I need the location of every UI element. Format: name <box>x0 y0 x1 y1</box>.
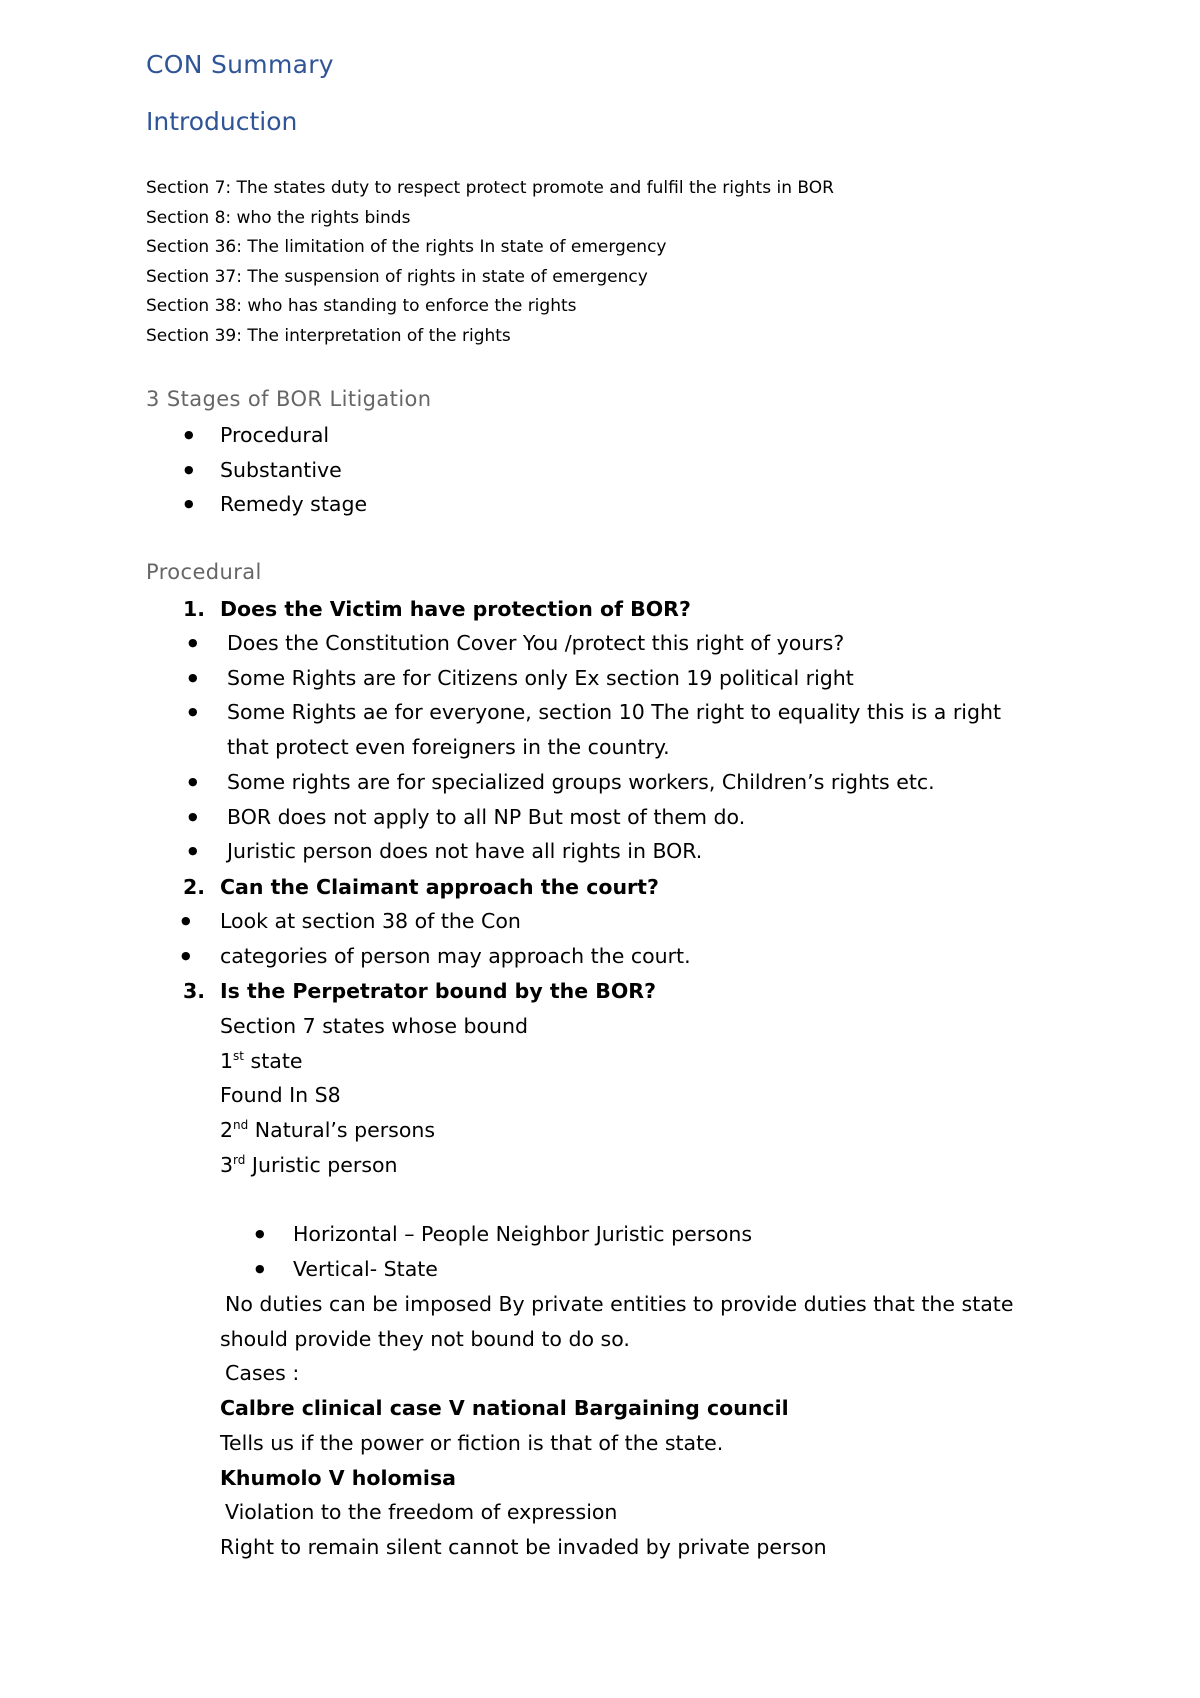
list-item: ● BOR does not apply to all NP But most of them do. <box>227 800 1001 835</box>
section-list <box>146 174 834 352</box>
section-text: who the rights binds <box>236 207 411 228</box>
case-title: Khumolo V holomisa <box>220 1465 456 1490</box>
list-item: ● Some Rights are for Citizens only Ex section 19 political right <box>227 661 1001 696</box>
introduction-heading: Introduction <box>146 107 298 136</box>
cases-label: Cases : <box>225 1361 300 1386</box>
text-line: Section 7 states whose bound <box>220 1014 529 1038</box>
text-line: Right to remain silent cannot be invaded by private person <box>220 1534 827 1559</box>
section-item <box>146 233 834 263</box>
section-text: The states duty to respect protect promote and fulfil the rights in BOR <box>236 178 834 198</box>
document-title: CON Summary <box>146 50 334 79</box>
list-item: ● categories of person may approach the court. <box>220 939 691 974</box>
section-item <box>146 292 834 322</box>
section-label: Section 36: <box>146 237 242 258</box>
list-item: ● Juristic person does not have all rights in BOR. <box>227 834 1001 869</box>
question-3 <box>183 974 656 1009</box>
section-text: The suspension of rights in state of emergency <box>247 266 648 287</box>
text-line: No duties can be imposed By private entities to provide duties that the state <box>225 1292 1014 1316</box>
section-item <box>146 263 834 293</box>
text-line: 3rd Juristic person <box>220 1152 398 1177</box>
list-item: ● Horizontal – People Neighbor Juristic persons <box>293 1217 752 1252</box>
stages-heading: 3 Stages of BOR Litigation <box>146 387 432 411</box>
question-2-points <box>220 904 691 973</box>
section-label: Section 38: <box>146 296 242 317</box>
procedural-heading: Procedural <box>146 560 262 584</box>
question-text: Does the Victim have protection of BOR? <box>220 597 691 621</box>
list-item: ● Look at section 38 of the Con <box>220 904 691 939</box>
section-item <box>146 174 834 204</box>
question-text: Is the Perpetrator bound by the BOR? <box>220 979 656 1003</box>
question-number: 2. <box>183 875 206 899</box>
section-label: Section 37: <box>146 266 242 287</box>
section-item <box>146 322 834 352</box>
text-line: Tells us if the power or fiction is that of the state. <box>220 1430 724 1455</box>
section-text: The limitation of the rights In state of emergency <box>247 237 667 258</box>
question-text: Can the Claimant approach the court? <box>220 875 659 899</box>
stages-list <box>220 418 367 522</box>
text-line: Violation to the freedom of expression <box>225 1500 618 1525</box>
text-line: Found In S8 <box>220 1083 341 1108</box>
list-item: ● Procedural <box>220 418 367 453</box>
notes-and-cases <box>220 1287 1013 1565</box>
section-text: who has standing to enforce the rights <box>247 296 577 317</box>
text-line: 2nd Natural’s persons <box>220 1118 436 1143</box>
section-label: Section 39: <box>146 325 242 346</box>
application-list <box>293 1217 752 1286</box>
section-item <box>146 204 834 234</box>
list-item: ● Remedy stage <box>220 487 367 522</box>
text-line: should provide they not bound to do so. <box>220 1326 630 1351</box>
text-line: 1st state <box>220 1048 303 1073</box>
section-label: Section 8: <box>146 207 232 228</box>
section-label: Section 7: <box>146 178 232 198</box>
list-item: ● Substantive <box>220 453 367 488</box>
question-3-body <box>220 1009 528 1183</box>
list-item: ● Some rights are for specialized groups workers, Children’s rights etc. <box>227 765 1001 800</box>
section-text: The interpretation of the rights <box>247 325 511 346</box>
list-item: ● Some Rights ae for everyone, section 10 The right to equality this is a right <box>227 695 1001 730</box>
question-2 <box>183 870 659 905</box>
list-item: ● Does the Constitution Cover You /protect this right of yours? <box>227 626 1001 661</box>
question-number: 3. <box>183 979 206 1003</box>
list-item-continuation: that protect even foreigners in the country. <box>227 735 670 760</box>
question-1 <box>183 592 691 627</box>
question-1-points <box>227 626 1001 869</box>
question-number: 1. <box>183 597 206 621</box>
list-item: ● Vertical- State <box>293 1252 752 1287</box>
case-title: Calbre clinical case V national Bargaining council <box>220 1396 789 1421</box>
